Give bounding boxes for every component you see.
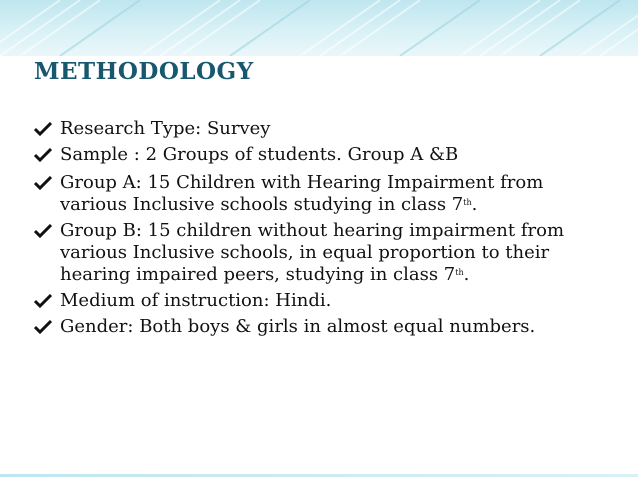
header-banner [0, 0, 638, 56]
list-item [34, 290, 614, 312]
bullet-text: Group B: 15 children without hearing impairment from various Inclusive schools, in equal proportion to their hearing impaired peers, studying in class 7 [60, 220, 565, 285]
banner-pattern [0, 0, 638, 56]
ordinal-suffix: th [455, 268, 464, 277]
check-bullet-icon [34, 224, 52, 238]
check-bullet-icon [34, 294, 52, 308]
bullet-text: Research Type: Survey [60, 118, 271, 139]
check-bullet-icon [34, 320, 52, 334]
bullet-text: Gender: Both boys & girls in almost equal numbers. [60, 316, 536, 337]
bullet-text: Sample : 2 Groups of students. Group A &B [60, 144, 459, 165]
list-item [34, 220, 614, 286]
list-item [34, 172, 614, 216]
list-item [34, 118, 614, 140]
list-item [34, 144, 614, 166]
bullet-text-end: . [471, 194, 478, 215]
bullet-text-end: . [463, 264, 470, 285]
bullet-list [34, 118, 614, 342]
check-bullet-icon [34, 148, 52, 162]
ordinal-suffix: th [463, 198, 472, 207]
bottom-divider [0, 474, 638, 477]
check-bullet-icon [34, 122, 52, 136]
bullet-text: Group A: 15 Children with Hearing Impairment from various Inclusive schools studying in class 7 [60, 172, 544, 215]
slide-title: METHODOLOGY [34, 58, 254, 85]
bullet-text: Medium of instruction: Hindi. [60, 290, 332, 311]
list-item [34, 316, 614, 338]
check-bullet-icon [34, 176, 52, 190]
